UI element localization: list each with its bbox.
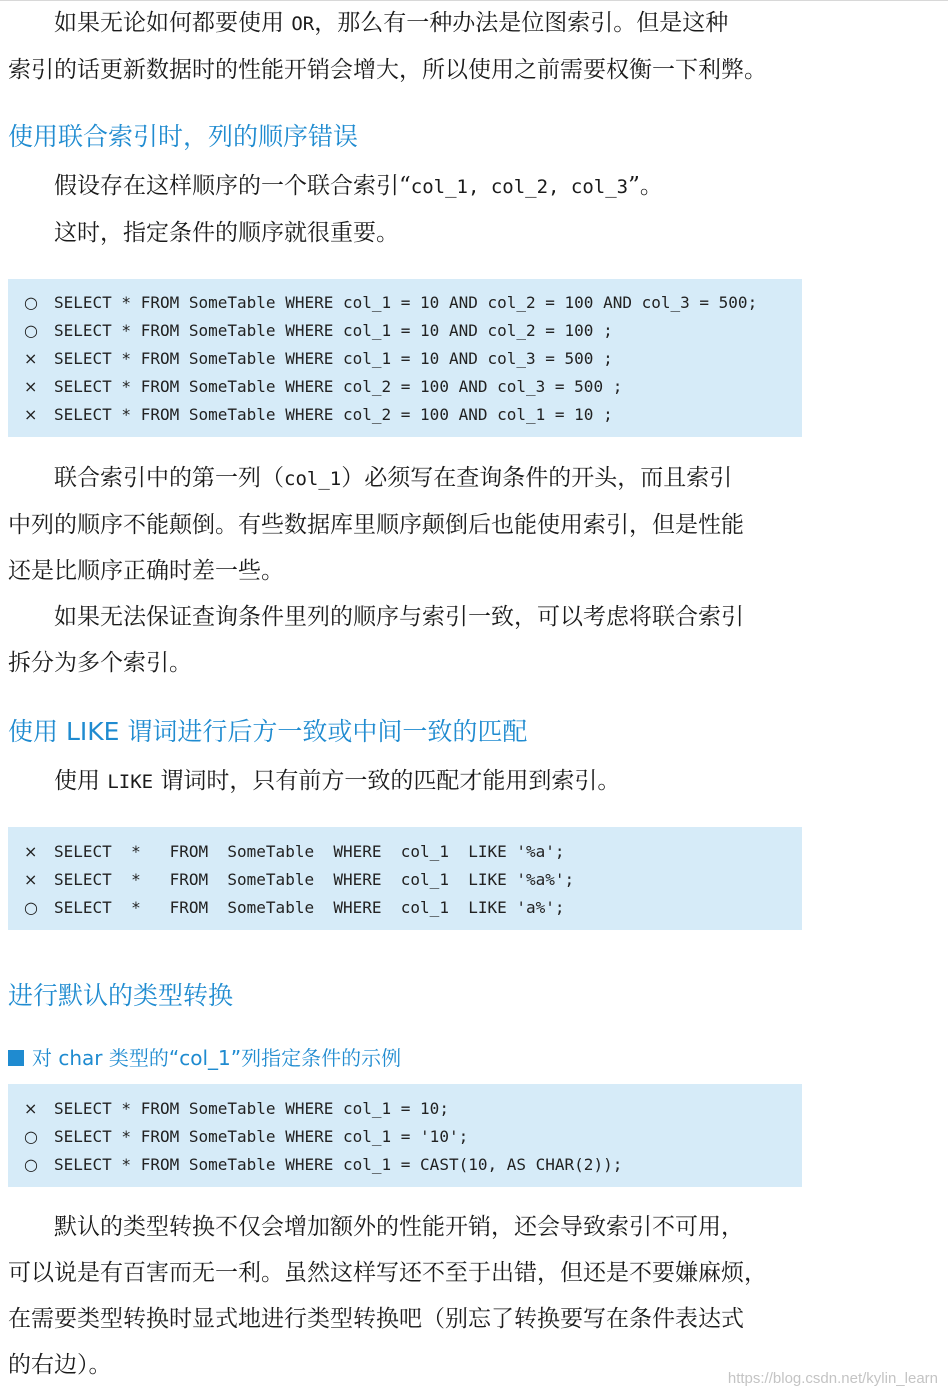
code-line	[8, 893, 802, 921]
section-heading-type-conversion	[8, 976, 808, 1016]
code-line	[8, 837, 802, 865]
sql: SELECT * FROM SomeTable WHERE col_1 = 10 AND col_2 = 100 ;	[54, 320, 613, 340]
text: ）必须写在查询条件的开头，而且索引	[341, 465, 733, 491]
sql: SELECT * FROM SomeTable WHERE col_1 LIKE '%a%';	[54, 869, 575, 889]
section-heading: 进行默认的类型转换	[8, 981, 234, 1010]
mark: ×	[24, 348, 38, 368]
inline-code: OR	[291, 13, 315, 35]
text: 谓词时，只有前方一致的匹配才能用到索引。	[153, 768, 621, 794]
sql: SELECT * FROM SomeTable WHERE col_2 = 100 AND col_1 = 10 ;	[54, 404, 613, 424]
text: 联合索引中的第一列（	[54, 465, 284, 491]
section3-body	[8, 1204, 808, 1388]
sql: SELECT * FROM SomeTable WHERE col_1 = '10';	[54, 1126, 469, 1146]
sql: SELECT * FROM SomeTable WHERE col_1 LIKE 'a%';	[54, 897, 565, 917]
mark: ○	[24, 1154, 38, 1174]
text: 如果无论如何都要使用	[54, 10, 292, 36]
inline-code: col_1, col_2, col_3	[410, 176, 629, 198]
paragraph-line: 可以说是有百害而无一利。虽然这样写还不至于出错，但还是不要嫌麻烦，	[8, 1260, 767, 1286]
paragraph-line	[8, 0, 808, 47]
text: ”。	[628, 173, 663, 199]
code-line	[8, 1094, 802, 1122]
mark: ×	[24, 404, 38, 424]
section1-intro	[8, 163, 808, 256]
mark: ×	[24, 1098, 38, 1118]
code-line	[8, 1122, 802, 1150]
section2-intro	[8, 758, 808, 805]
section-heading: 使用 LIKE 谓词进行后方一致或中间一致的匹配	[8, 717, 528, 746]
sql: SELECT * FROM SomeTable WHERE col_2 = 100 AND col_3 = 500 ;	[54, 376, 623, 396]
code-block-type-conversion	[8, 1084, 802, 1187]
mark: ○	[24, 292, 38, 312]
inline-code: LIKE	[107, 771, 154, 793]
paragraph-line: 默认的类型转换不仅会增加额外的性能开销，还会导致索引不可用，	[54, 1214, 744, 1240]
mark: ×	[24, 869, 38, 889]
paragraph-line: 在需要类型转换时显式地进行类型转换吧（别忘了转换要写在条件表达式	[8, 1306, 744, 1332]
code-line	[8, 372, 802, 400]
code-line	[8, 316, 802, 344]
sql: SELECT * FROM SomeTable WHERE col_1 = 10 AND col_3 = 500 ;	[54, 348, 613, 368]
mark: ×	[24, 376, 38, 396]
subheading-text: 对 char 类型的“col_1”列指定条件的示例	[32, 1046, 402, 1070]
mark: ○	[24, 1126, 38, 1146]
section-heading-column-order	[8, 117, 808, 157]
figure-caption	[8, 1042, 808, 1074]
paragraph-line: 这时，指定条件的顺序就很重要。	[54, 220, 399, 246]
code-line	[8, 288, 802, 316]
text: 使用	[54, 768, 108, 794]
text: 假设存在这样顺序的一个联合索引“	[54, 173, 411, 199]
paragraph-line: 如果无法保证查询条件里列的顺序与索引一致，可以考虑将联合索引	[54, 604, 744, 630]
paragraph-line: 拆分为多个索引。	[8, 650, 192, 676]
code-block-like	[8, 827, 802, 930]
section-heading: 使用联合索引时，列的顺序错误	[8, 122, 359, 151]
sql: SELECT * FROM SomeTable WHERE col_1 = CAST(10, AS CHAR(2));	[54, 1154, 623, 1174]
code-block-composite-index	[8, 279, 802, 437]
paragraph-line	[8, 758, 808, 805]
mark: ○	[24, 897, 38, 917]
square-bullet-icon	[8, 1050, 24, 1066]
paragraph-line	[8, 163, 808, 210]
paragraph-line	[8, 455, 808, 502]
code-line	[8, 344, 802, 372]
sql: SELECT * FROM SomeTable WHERE col_1 = 10 AND col_2 = 100 AND col_3 = 500;	[54, 292, 758, 312]
sql: SELECT * FROM SomeTable WHERE col_1 = 10;	[54, 1098, 449, 1118]
code-line	[8, 400, 802, 428]
section1-body	[8, 455, 808, 686]
paragraph-line: 还是比顺序正确时差一些。	[8, 558, 284, 584]
paragraph-line: 的右边）。	[8, 1352, 112, 1378]
mark: ×	[24, 841, 38, 861]
watermark: https://blog.csdn.net/kylin_learn	[727, 1370, 938, 1387]
subheading	[8, 1042, 808, 1074]
section-heading-like	[8, 712, 808, 752]
intro-paragraph	[8, 0, 808, 93]
sql: SELECT * FROM SomeTable WHERE col_1 LIKE '%a';	[54, 841, 565, 861]
inline-code: col_1	[284, 468, 342, 490]
paragraph-line: 中列的顺序不能颠倒。有些数据库里顺序颠倒后也能使用索引，但是性能	[8, 512, 744, 538]
code-line	[8, 865, 802, 893]
paragraph-line: 索引的话更新数据时的性能开销会增大，所以使用之前需要权衡一下利弊。	[8, 57, 767, 83]
code-line	[8, 1150, 802, 1178]
text: ，那么有一种办法是位图索引。但是这种	[314, 10, 729, 36]
mark: ○	[24, 320, 38, 340]
